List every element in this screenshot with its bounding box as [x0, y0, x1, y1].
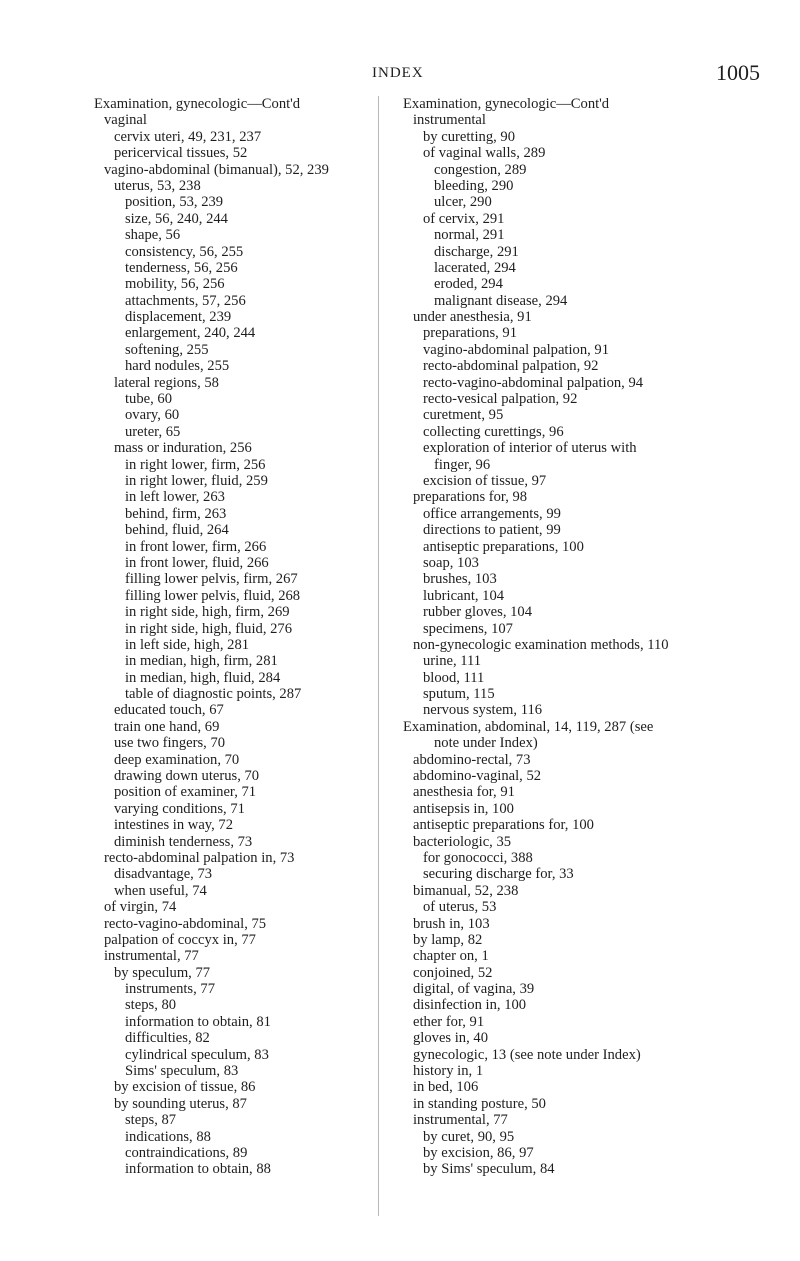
index-entry: sputum, 115 [423, 686, 495, 703]
index-entry: chapter on, 1 [413, 948, 489, 965]
index-entry: rubber gloves, 104 [423, 604, 533, 621]
index-entry: eroded, 294 [434, 276, 503, 293]
index-entry: hard nodules, 255 [125, 358, 230, 375]
index-entry: cervix uteri, 49, 231, 237 [114, 128, 262, 145]
running-head-title: INDEX [372, 65, 424, 81]
index-entry: disadvantage, 73 [114, 866, 213, 883]
index-entry: diminish tenderness, 73 [114, 833, 253, 850]
index-entry: urine, 111 [423, 653, 482, 670]
index-entry: tenderness, 56, 256 [125, 259, 238, 276]
index-entry: in front lower, fluid, 266 [125, 554, 269, 571]
index-entry: gynecologic, 13 (see note under Index) [413, 1046, 641, 1063]
index-entry: note under Index) [434, 735, 538, 752]
index-entry: instrumental, 77 [104, 948, 199, 965]
index-entry: ether for, 91 [413, 1013, 485, 1030]
index-entry: deep examination, 70 [114, 751, 240, 768]
index-entry: in right lower, fluid, 259 [125, 472, 268, 489]
index-entry: antisepsis in, 100 [413, 800, 514, 817]
index-entry: table of diagnostic points, 287 [125, 686, 302, 703]
index-entry: preparations for, 98 [413, 489, 528, 506]
index-entry: ovary, 60 [125, 407, 180, 424]
index-entry: preparations, 91 [423, 325, 518, 342]
index-entry: normal, 291 [434, 227, 505, 244]
index-entry: size, 56, 240, 244 [125, 210, 228, 227]
index-entry: bleeding, 290 [434, 177, 514, 194]
index-entry: bacteriologic, 35 [413, 833, 512, 850]
index-entry: steps, 80 [125, 997, 177, 1014]
index-entry: nervous system, 116 [423, 702, 543, 719]
index-entry: information to obtain, 88 [125, 1161, 271, 1178]
index-entry: antiseptic preparations for, 100 [413, 817, 594, 834]
index-entry: exploration of interior of uterus with [423, 440, 637, 457]
index-entry: Sims' speculum, 83 [125, 1063, 239, 1080]
index-entry: in right side, high, firm, 269 [125, 604, 290, 621]
index-entry: discharge, 291 [434, 243, 519, 260]
index-entry: filling lower pelvis, fluid, 268 [125, 587, 301, 604]
index-entry: collecting curettings, 96 [423, 423, 564, 440]
index-column-right [403, 96, 763, 1178]
index-heading: Examination, abdominal, 14, 119, 287 (see [403, 718, 654, 735]
index-entry: by curetting, 90 [423, 128, 516, 145]
index-entry: lateral regions, 58 [114, 374, 219, 391]
index-entry: excision of tissue, 97 [423, 472, 547, 489]
index-entry: indications, 88 [125, 1128, 211, 1145]
index-entry: by sounding uterus, 87 [114, 1095, 247, 1112]
index-entry: recto-vagino-abdominal, 75 [104, 915, 267, 932]
index-entry: congestion, 289 [434, 161, 527, 178]
index-entry: tube, 60 [125, 391, 173, 408]
index-entry: curetment, 95 [423, 407, 504, 424]
index-entry: behind, fluid, 264 [125, 522, 229, 539]
index-entry: mobility, 56, 256 [125, 276, 225, 293]
index-entry: by excision of tissue, 86 [114, 1079, 256, 1096]
index-entry: securing discharge for, 33 [423, 866, 574, 883]
index-entry: lacerated, 294 [434, 259, 516, 276]
index-entry: brushes, 103 [423, 571, 497, 588]
index-entry: recto-vagino-abdominal palpation, 94 [423, 374, 644, 391]
index-entry: by lamp, 82 [413, 931, 483, 948]
index-entry: ureter, 65 [125, 423, 181, 440]
index-entry: brush in, 103 [413, 915, 490, 932]
index-entry: for gonococci, 388 [423, 849, 533, 866]
index-entry: position, 53, 239 [125, 194, 224, 211]
index-entry: soap, 103 [423, 554, 479, 571]
index-entry: in standing posture, 50 [413, 1095, 546, 1112]
index-entry: palpation of coccyx in, 77 [104, 931, 256, 948]
index-entry: in left side, high, 281 [125, 636, 250, 653]
index-entry: in bed, 106 [413, 1079, 479, 1096]
index-entry: office arrangements, 99 [423, 505, 561, 522]
index-entry: conjoined, 52 [413, 964, 493, 981]
index-entry: steps, 87 [125, 1112, 177, 1129]
index-entry: recto-abdominal palpation, 92 [423, 358, 599, 375]
index-entry: shape, 56 [125, 227, 181, 244]
running-head [0, 62, 800, 86]
index-entry: educated touch, 67 [114, 702, 224, 719]
index-entry: displacement, 239 [125, 309, 232, 326]
index-entry: under anesthesia, 91 [413, 309, 532, 326]
index-entry: varying conditions, 71 [114, 800, 245, 817]
index-entry: contraindications, 89 [125, 1145, 248, 1161]
index-entry: blood, 111 [423, 669, 485, 686]
index-entry: instruments, 77 [125, 981, 215, 998]
index-entry: by excision, 86, 97 [423, 1145, 534, 1161]
index-entry: in median, high, fluid, 284 [125, 669, 281, 686]
index-entry: by speculum, 77 [114, 964, 211, 981]
index-column-left [94, 96, 454, 1178]
index-entry: anesthesia for, 91 [413, 784, 515, 801]
index-entry: drawing down uterus, 70 [114, 768, 260, 785]
index-heading: Examination, gynecologic—Cont'd [403, 96, 610, 112]
index-entry: uterus, 53, 238 [114, 177, 201, 194]
index-entry: in front lower, firm, 266 [125, 538, 267, 555]
index-entry: when useful, 74 [114, 882, 207, 899]
index-entry: by Sims' speculum, 84 [423, 1161, 555, 1178]
index-entry: finger, 96 [434, 456, 491, 473]
index-entry: instrumental, 77 [413, 1112, 508, 1129]
index-entry: malignant disease, 294 [434, 292, 568, 309]
index-entry: ulcer, 290 [434, 194, 492, 211]
index-entry: in left lower, 263 [125, 489, 225, 506]
index-entry: abdomino-vaginal, 52 [413, 768, 542, 785]
index-entry: abdomino-rectal, 73 [413, 751, 531, 768]
index-entry: difficulties, 82 [125, 1030, 210, 1047]
index-entry: consistency, 56, 255 [125, 243, 244, 260]
index-entry: mass or induration, 256 [114, 440, 252, 457]
page-number: 1005 [716, 60, 760, 85]
index-entry: gloves in, 40 [413, 1030, 488, 1047]
index-entry: vaginal [104, 112, 147, 129]
index-entry: by curet, 90, 95 [423, 1128, 515, 1145]
index-entry: use two fingers, 70 [114, 735, 226, 752]
index-heading: Examination, gynecologic—Cont'd [94, 96, 301, 112]
index-entry: of vaginal walls, 289 [423, 145, 546, 162]
index-entry: directions to patient, 99 [423, 522, 561, 539]
index-entry: behind, firm, 263 [125, 505, 227, 522]
index-entry: pericervical tissues, 52 [114, 145, 248, 162]
index-entry: digital, of vagina, 39 [413, 981, 535, 998]
index-entry: information to obtain, 81 [125, 1013, 271, 1030]
index-entry: cylindrical speculum, 83 [125, 1046, 269, 1063]
index-entry: recto-vesical palpation, 92 [423, 391, 578, 408]
index-entry: of virgin, 74 [104, 899, 177, 916]
index-entry: disinfection in, 100 [413, 997, 527, 1014]
index-entry: train one hand, 69 [114, 718, 220, 735]
index-entry: intestines in way, 72 [114, 817, 234, 834]
index-entry: in right lower, firm, 256 [125, 456, 266, 473]
index-entry: recto-abdominal palpation in, 73 [104, 849, 295, 866]
index-entry: vagino-abdominal palpation, 91 [423, 341, 610, 358]
index-entry: filling lower pelvis, firm, 267 [125, 571, 298, 588]
index-entry: in median, high, firm, 281 [125, 653, 278, 670]
index-entry: vagino-abdominal (bimanual), 52, 239 [104, 161, 329, 178]
index-entry: enlargement, 240, 244 [125, 325, 256, 342]
index-entry: history in, 1 [413, 1063, 484, 1080]
index-entry: bimanual, 52, 238 [413, 882, 519, 899]
index-entry: of uterus, 53 [423, 899, 497, 916]
index-entry: lubricant, 104 [423, 587, 505, 604]
index-entry: of cervix, 291 [423, 210, 505, 227]
index-entry: instrumental [413, 112, 486, 129]
index-entry: position of examiner, 71 [114, 784, 257, 801]
index-entry: specimens, 107 [423, 620, 513, 637]
index-entry: antiseptic preparations, 100 [423, 538, 584, 555]
index-entry: softening, 255 [125, 341, 209, 358]
index-entry: attachments, 57, 256 [125, 292, 246, 309]
index-entry: in right side, high, fluid, 276 [125, 620, 293, 637]
index-entry: non-gynecologic examination methods, 110 [413, 636, 669, 653]
